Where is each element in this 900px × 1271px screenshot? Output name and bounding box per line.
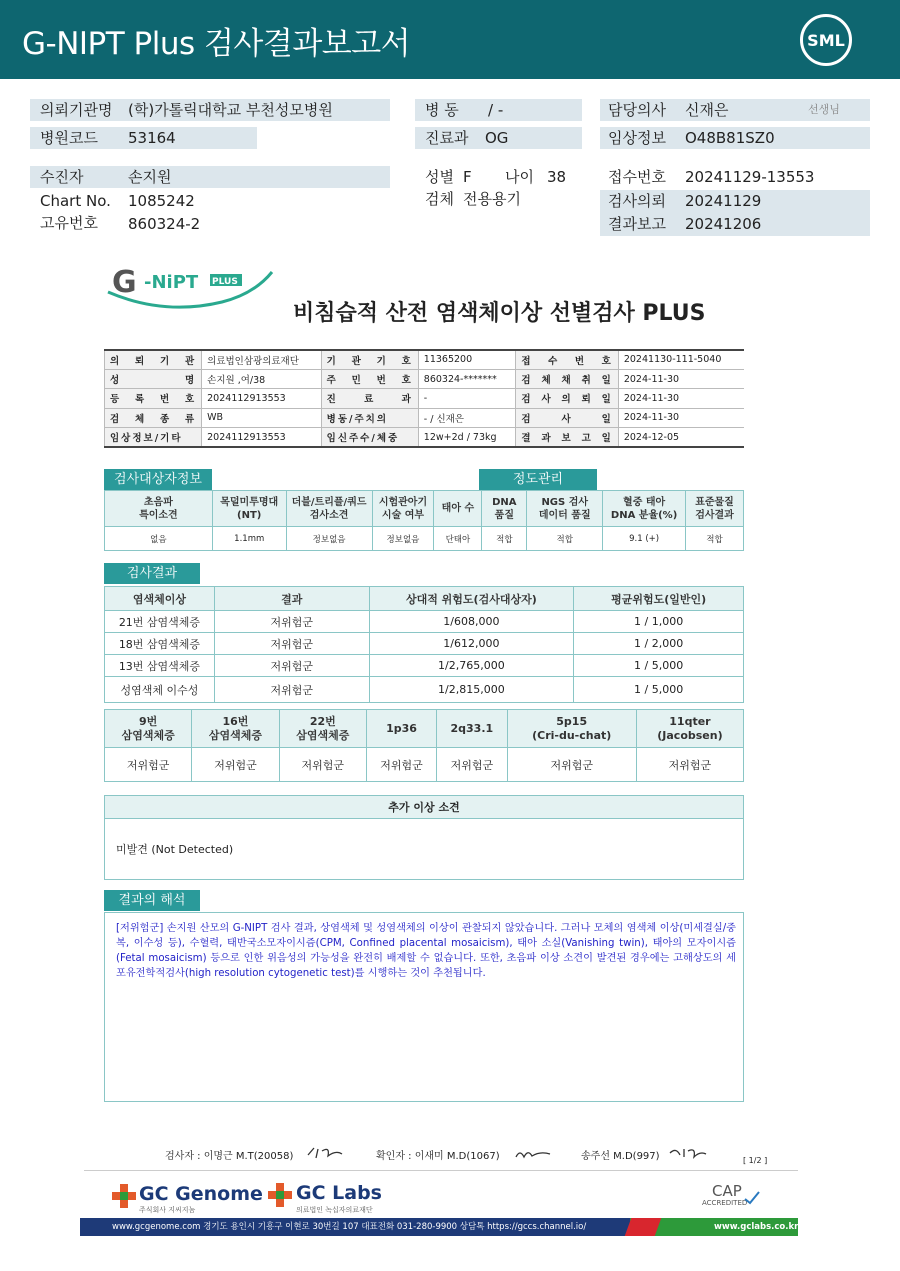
info-value: 손지원 ,여/38 [202,369,322,388]
results-header: 상대적 위험도(검사대상자) [369,587,574,611]
info-key: 주 민 번 호 [321,369,418,388]
info-row [105,350,745,369]
sex-label: 성별 [425,168,454,186]
micro-header: 16번 삼염색체증 [192,710,279,748]
results-header: 평균위험도(일반인) [574,587,744,611]
results-row [105,677,744,703]
results-cell: 저위험군 [214,655,369,677]
info-value: 2024-11-30 [618,369,744,388]
info-key: 결 과 보 고 일 [516,428,618,447]
info-key: 기 관 기 호 [321,350,418,369]
recv-label: 접수번호 [608,168,666,186]
interpretation-text: [저위험군] 손지원 산모의 G-NIPT 검사 결과, 상염색체 및 성염색체의 이상이 관찰되지 않았습니다. 그러나 모체의 염색체 이상(미세결실/중복, 이수성 등), 수혈력, 태반국소모자이시즘(CPM, Confined placental mosaicism), 태아 소실(Vanishing twin), 태아의 모자이시즘(Fetal mosaicism) 등으로 인한 위음성의 가능성을 완전히 배제할 수 없습니다. 또한, 초음파 이상 소견이 발견된 경우에는 고해상도의 세포유전학적검사(high resolution cytogenetic test)를 시행하는 것이 추천됩니다. [116,923,736,979]
micro-header: 2q33.1 [437,710,507,748]
subject-value: 1.1mm [212,527,286,551]
subject-info-tab: 검사대상자정보 [104,469,212,490]
results-cell: 1 / 5,000 [574,655,744,677]
info-key: 진 료 과 [321,389,418,408]
info-value: - / 신재은 [418,408,516,427]
footer-divider [84,1170,798,1171]
info-key: 검 체 종 류 [105,408,202,427]
results-cell: 13번 삼염색체증 [105,655,215,677]
footer-contact: www.gcgenome.com 경기도 용인시 기흥구 이현로 30번길 107 대표전화 031-280-9900 상담톡 https://gccs.channel.io/ [112,1222,587,1232]
results-cell: 1/2,765,000 [369,655,574,677]
subject-header: DNA 품질 [482,491,527,527]
info-value: 860324-******* [418,369,516,388]
subject-value: 적합 [527,527,603,551]
results-cell: 1 / 2,000 [574,633,744,655]
info-key: 병동/주치의 [321,408,418,427]
age-label: 나이 [505,168,534,186]
uid-value: 860324-2 [128,215,201,233]
gc-genome-cross-icon [112,1184,136,1212]
specimen-value: 전용용기 [463,190,521,208]
dept-value: OG [485,129,509,147]
req-label: 검사의뢰 [608,192,666,210]
specimen-label: 검체 [425,190,454,208]
gnipt-logo [104,258,274,318]
confirmer-signature [514,1147,554,1167]
results-cell: 21번 삼염색체증 [105,611,215,633]
results-cell: 성염색체 이수성 [105,677,215,703]
results-cell: 1 / 5,000 [574,677,744,703]
report-date-value: 20241206 [685,215,762,233]
results-tab: 검사결과 [104,563,200,584]
doctor-label: 담당의사 [608,101,666,119]
info-key: 임상정보/기타 [105,428,202,447]
micro-header: 5p15 (Cri-du-chat) [507,710,636,748]
info-key: 등 록 번 호 [105,389,202,408]
ward-value: / - [488,101,504,119]
info-table [104,349,744,448]
info-key: 검 사 의 뢰 일 [516,389,618,408]
subject-info-table [104,490,744,551]
report-date-label: 결과보고 [608,215,666,233]
subject-header: 표준물질 검사결과 [686,491,744,527]
subject-value: 정보없음 [286,527,372,551]
name-label: 수진자 [40,168,84,186]
info-value: 2024-11-30 [618,389,744,408]
info-value: - [418,389,516,408]
subject-header: 시험관아기 시술 여부 [372,491,434,527]
svg-text:-NiPT: -NiPT [144,272,199,293]
info-row [105,369,745,388]
interpretation-tab: 결과의 해석 [104,890,200,911]
info-key: 접 수 번 호 [516,350,618,369]
bar [30,166,390,188]
results-cell: 저위험군 [214,633,369,655]
info-value: 의료법인삼광의료재단 [202,350,322,369]
gc-genome-sub: 주식회사 지씨지놈 [139,1206,196,1214]
info-value: 2024112913553 [202,389,322,408]
subject-header: 목덜미투명대 (NT) [212,491,286,527]
subject-value: 적합 [482,527,527,551]
microdeletion-table [104,709,744,782]
third-signature [668,1145,708,1165]
code-value: 53164 [128,129,176,147]
micro-value: 저위험군 [437,748,507,782]
gc-labs-sub: 의료법인 녹십자의료재단 [296,1206,373,1214]
additional-value: 미발견 (Not Detected) [116,843,234,856]
doctor-value: 신재은 [685,101,729,119]
info-key: 성 명 [105,369,202,388]
micro-header: 9번 삼염색체증 [105,710,192,748]
info-key: 검 체 채 취 일 [516,369,618,388]
tester: 검사자 : 이명근 M.T(20058) [165,1151,294,1162]
results-cell: 1 / 1,000 [574,611,744,633]
report-title: G-NIPT Plus 검사결과보고서 [22,26,411,62]
subject-value: 9.1 (+) [603,527,686,551]
name-value: 손지원 [128,168,172,186]
results-cell: 저위험군 [214,677,369,703]
subject-value: 없음 [105,527,213,551]
svg-text:PLUS: PLUS [212,277,238,287]
inst-value: (학)가톨릭대학교 부천성모병원 [128,101,333,119]
clinical-label: 임상정보 [608,129,666,147]
tester-signature [306,1145,346,1165]
micro-header: 1p36 [366,710,436,748]
confirmer: 확인자 : 이새미 M.D(1067) [376,1151,500,1162]
req-value: 20241129 [685,192,762,210]
subject-value: 적합 [686,527,744,551]
subject-value: 정보없음 [372,527,434,551]
micro-value: 저위험군 [192,748,279,782]
results-row [105,633,744,655]
code-label: 병원코드 [40,129,98,147]
doctor-suffix: 선생님 [808,103,840,116]
dept-label: 진료과 [425,129,469,147]
svg-text:G: G [112,265,137,300]
results-cell: 18번 삼염색체증 [105,633,215,655]
info-key: 임신주수/체중 [321,428,418,447]
gc-genome-name: GC Genome [139,1183,263,1205]
info-value: WB [202,408,322,427]
gc-labs-cross-icon [268,1183,292,1211]
micro-value: 저위험군 [636,748,743,782]
results-cell: 1/608,000 [369,611,574,633]
info-value: 20241130-111-5040 [618,350,744,369]
cap-sub: ACCREDITED [702,1199,748,1207]
inst-label: 의뢰기관명 [40,101,113,119]
cap-logo: CAP [712,1182,742,1200]
info-row [105,389,745,408]
checkmark-icon [744,1190,760,1209]
subject-value: 단태아 [434,527,482,551]
subject-header: 혈중 태아 DNA 분율(%) [603,491,686,527]
results-row [105,611,744,633]
subject-header: 초음파 특이소견 [105,491,213,527]
info-row [105,428,745,447]
chart-value: 1085242 [128,192,195,210]
info-value: 2024-12-05 [618,428,744,447]
third-signer: 송주선 M.D(997) [581,1151,660,1162]
subject-header: 태아 수 [434,491,482,527]
results-cell: 1/2,815,000 [369,677,574,703]
sml-logo: SML [800,14,852,66]
page-number: [ 1/2 ] [743,1156,768,1165]
ward-label: 병 동 [425,101,459,119]
micro-header: 22번 삼염색체증 [279,710,366,748]
additional-title: 추가 이상 소견 [105,796,743,819]
results-row [105,655,744,677]
micro-value: 저위험군 [279,748,366,782]
subject-header: NGS 검사 데이터 품질 [527,491,603,527]
info-key: 검 사 일 [516,408,618,427]
chart-label: Chart No. [40,192,111,210]
results-header: 염색체이상 [105,587,215,611]
gc-labs-name: GC Labs [296,1182,382,1204]
micro-value: 저위험군 [366,748,436,782]
results-header: 결과 [214,587,369,611]
micro-header: 11qter (Jacobsen) [636,710,743,748]
uid-label: 고유번호 [40,214,98,232]
results-table [104,586,744,703]
qc-tab: 정도관리 [479,469,597,490]
info-value: 2024112913553 [202,428,322,447]
results-cell: 저위험군 [214,611,369,633]
subject-header: 더블/트리플/쿼드 검사소견 [286,491,372,527]
micro-value: 저위험군 [507,748,636,782]
document-title: 비침습적 산전 염색체이상 선별검사 PLUS [293,301,706,326]
info-value: 11365200 [418,350,516,369]
info-value: 12w+2d / 73kg [418,428,516,447]
sex-value: F [463,168,472,186]
info-key: 의 뢰 기 관 [105,350,202,369]
age-value: 38 [547,168,567,186]
footer-website: www.gclabs.co.kr [714,1222,799,1232]
micro-value: 저위험군 [105,748,192,782]
info-row [105,408,745,427]
results-cell: 1/612,000 [369,633,574,655]
clinical-value: O48B81SZ0 [685,129,775,147]
info-value: 2024-11-30 [618,408,744,427]
recv-value: 20241129-13553 [685,168,815,186]
